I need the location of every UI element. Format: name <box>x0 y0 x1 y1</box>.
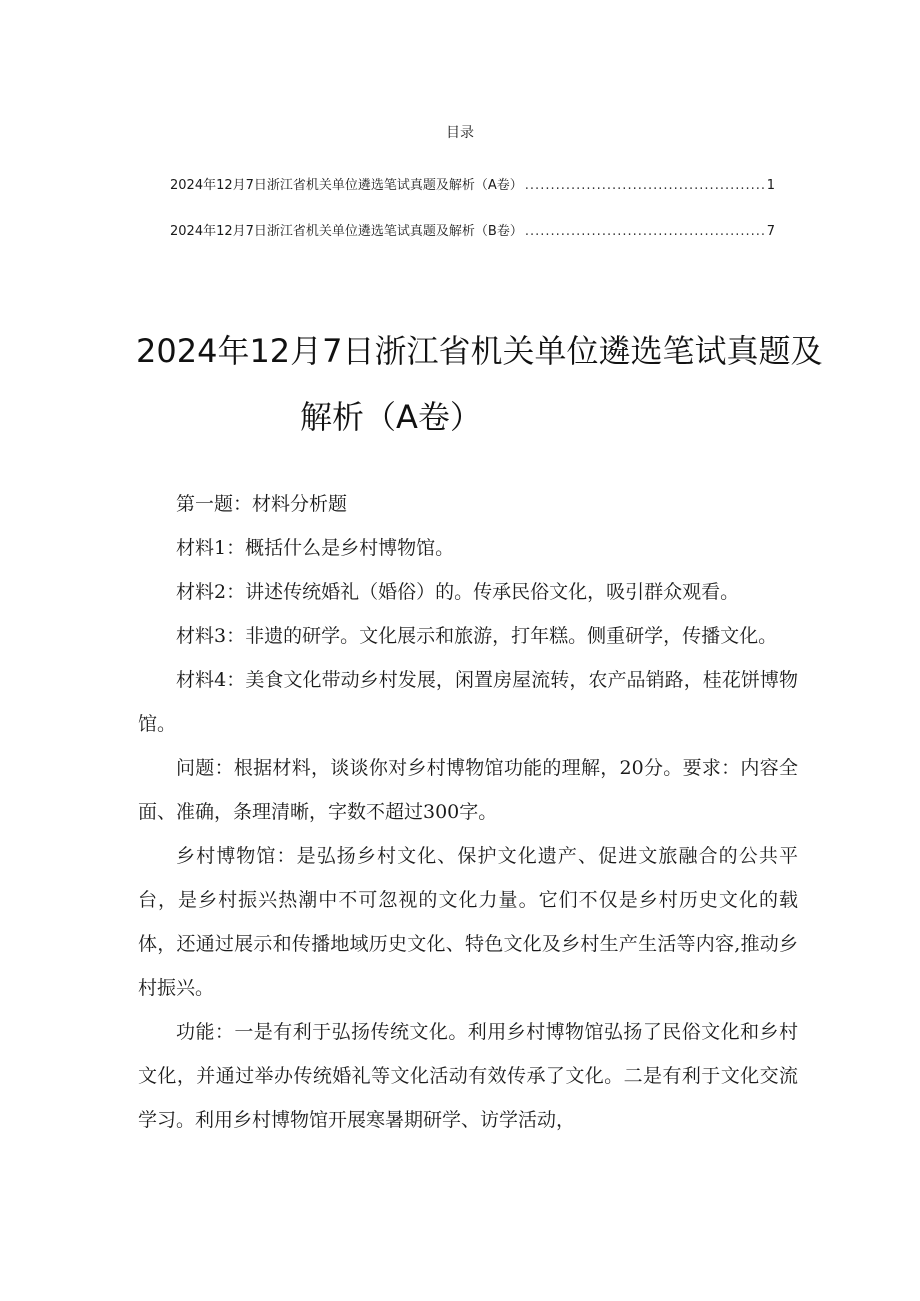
toc-entry-page: 1 <box>766 178 775 193</box>
toc-leader <box>525 224 765 239</box>
question-prompt: 问题：根据材料，谈谈你对乡村博物馆功能的理解，20分。要求：内容全面、准确，条理清晰，字数不超过300字。 <box>138 757 798 823</box>
document-title-line1: 2024年12月7日浙江省机关单位遴选笔试真题及 <box>136 332 823 370</box>
document-title-line2: 解析（A卷） <box>300 398 482 436</box>
toc-entry-a[interactable] <box>170 174 775 193</box>
toc-entry-text: 2024年12月7日浙江省机关单位遴选笔试真题及解析（A卷） <box>170 178 523 193</box>
toc-leader <box>525 178 765 193</box>
question-heading: 第一题：材料分析题 <box>176 493 348 515</box>
toc-entry-b[interactable] <box>170 220 775 239</box>
material-2: 材料2：讲述传统婚礼（婚俗）的。传承民俗文化，吸引群众观看。 <box>176 581 740 603</box>
document-body <box>138 482 798 1142</box>
answer-definition: 乡村博物馆：是弘扬乡村文化、保护文化遗产、促进文旅融合的公共平台，是乡村振兴热潮中不可忽视的文化力量。它们不仅是乡村历史文化的载体，还通过展示和传播地域历史文化、特色文化及乡村生产生活等内容,推动乡村振兴。 <box>138 845 798 999</box>
toc-entry-page: 7 <box>766 224 775 239</box>
material-1: 材料1：概括什么是乡村博物馆。 <box>176 537 455 559</box>
answer-functions: 功能：一是有利于弘扬传统文化。利用乡村博物馆弘扬了民俗文化和乡村文化，并通过举办传统婚礼等文化活动有效传承了文化。二是有利于文化交流学习。利用乡村博物馆开展寒暑期研学、访学活动， <box>138 1021 798 1131</box>
toc-entry-text: 2024年12月7日浙江省机关单位遴选笔试真题及解析（B卷） <box>170 224 523 239</box>
material-3: 材料3：非遗的研学。文化展示和旅游，打年糕。侧重研学，传播文化。 <box>176 625 778 647</box>
material-4: 材料4：美食文化带动乡村发展，闲置房屋流转，农产品销路，桂花饼博物馆。 <box>138 669 798 735</box>
toc-title: 目录 <box>446 125 474 141</box>
